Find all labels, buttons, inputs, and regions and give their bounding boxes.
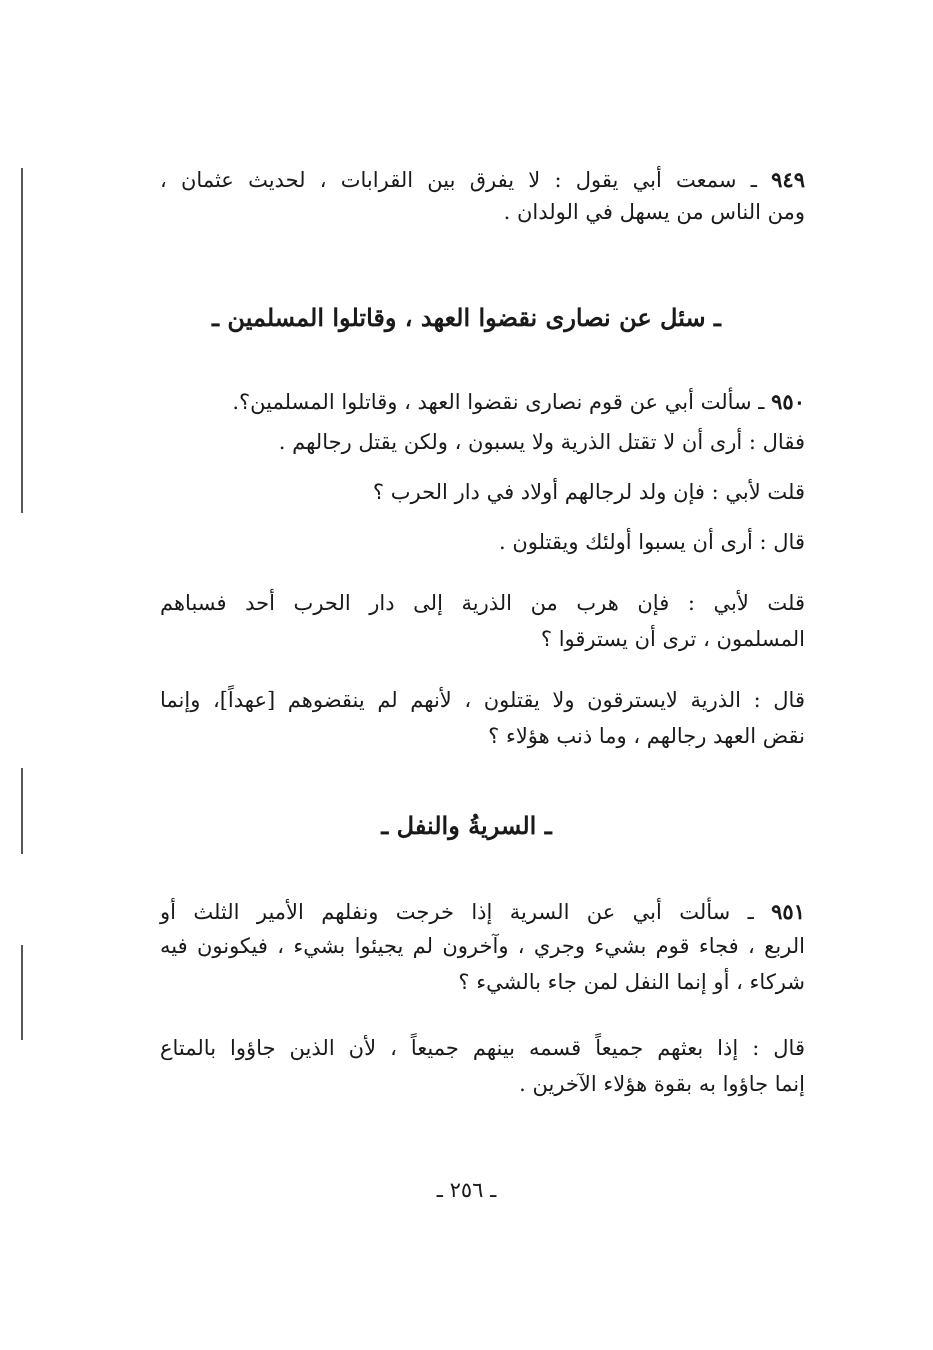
paragraph-line: نقض العهد رجالهم ، وما ذنب هؤلاء ؟: [488, 724, 805, 748]
paragraph-line: الربع ، فجاء قوم بشيء وجري ، وآخرون لم يجيئوا بشيء ، فيكونون فيه: [160, 934, 805, 958]
paragraph-line: ومن الناس من يسهل في الولدان .: [503, 200, 805, 224]
paragraph-line: قال : أرى أن يسبوا أولئك ويقتلون .: [498, 530, 805, 554]
paragraph-line: ٩٥٠ ـ سألت أبي عن قوم نصارى نقضوا العهد ، وقاتلوا المسلمين؟.: [232, 389, 805, 414]
section-heading: ـ السريةُ والنفل ـ: [381, 811, 552, 840]
paragraph-number: ٩٥١: [771, 899, 805, 924]
paragraph-line: فقال : أرى أن لا تقتل الذرية ولا يسبون ، ولكن يقتل رجالهم .: [278, 430, 805, 454]
paragraph-line: قال : إذا بعثهم جميعاً قسمه بينهم جميعاً ، لأن الذين جاؤوا بالمتاع: [160, 1036, 805, 1060]
paragraph-line: قلت لأبي : فإن ولد لرجالهم أولاد في دار الحرب ؟: [372, 480, 805, 504]
paragraph-number: ٩٤٩: [771, 167, 805, 192]
page-number: ـ ٢٥٦ ـ: [436, 1178, 497, 1202]
paragraph-line: ٩٤٩ ـ سمعت أبي يقول : لا يفرق بين القرابات ، لحديث عثمان ،: [160, 167, 805, 192]
paragraph-line: قلت لأبي : فإن هرب من الذرية إلى دار الحرب أحد فسباهم: [160, 591, 805, 615]
paragraph-line: قال : الذرية لايسترقون ولا يقتلون ، لأنهم لم ينقضوهم [عهداً]، وإنما: [160, 688, 805, 712]
paragraph-number: ٩٥٠: [771, 389, 805, 414]
section-heading: ـ سئل عن نصارى نقضوا العهد ، وقاتلوا المسلمين ـ: [212, 303, 721, 332]
paragraph-line: شركاء ، أو إنما النفل لمن جاء بالشيء ؟: [458, 970, 805, 994]
paragraph-line: المسلمون ، ترى أن يسترقوا ؟: [540, 627, 805, 651]
scan-margin-line: [21, 168, 23, 513]
scan-margin-line: [21, 945, 23, 1040]
paragraph-line: إنما جاؤوا به بقوة هؤلاء الآخرين .: [519, 1072, 805, 1096]
paragraph-line: ٩٥١ ـ سألت أبي عن السرية إذا خرجت ونفلهم الأمير الثلث أو: [160, 899, 805, 924]
